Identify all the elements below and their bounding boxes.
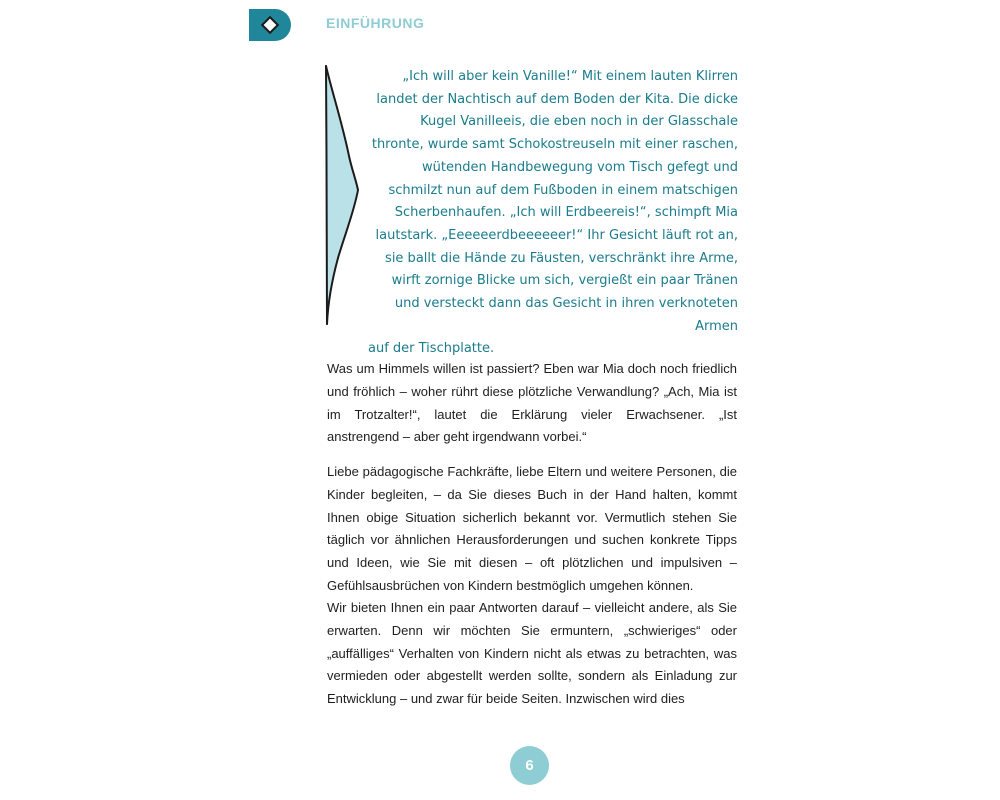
- page-number: 6: [510, 746, 549, 785]
- intro-story-text: „Ich will aber kein Vanille!“ Mit einem lauten Klirren landet der Nachtisch auf dem Boden der Kita. Die dicke Kugel Vanilleeis, die eben noch in der Glasschale thronte, wurde samt Schokostreuseln mit einer raschen, wütenden Handbewegung vom Tisch gefegt und schmilzt nun auf dem Fußboden in einem matschigen Scherbenhaufen. „Ich will Erdbeereis!“, schimpft Mia lautstark. „Eeeeeerdbeeeeeer!“ Ihr Gesicht läuft rot an, sie ballt die Hände zu Fäusten, verschränkt ihre Arme, wirft zornige Blicke um sich, vergießt ein paar Tränen und versteckt dann das Gesicht in ihren verknoteten Armen: [371, 69, 738, 334]
- body-paragraph-2: Liebe pädagogische Fachkräfte, liebe Eltern und weitere Personen, die Kinder begleiten, – da Sie dieses Buch in der Hand halten, kommt Ihnen obige Situation sicherlich bekannt vor. Vermutlich stehen Sie täglich vor ähnlichen Herausforderungen und suchen konkrete Tipps und Ideen, wie Sie mit diesen – oft plötzlichen und impulsiven – Gefühlsausbrüchen von Kindern bestmöglich umgehen können.: [327, 464, 737, 593]
- body-paragraph-3: Wir bieten Ihnen ein paar Antworten darauf – vielleicht andere, als Sie erwarten. Denn wir möchten Sie ermuntern, „schwieriges“ oder „auffälliges“ Verhalten von Kindern nicht als etwas zu betrachten, was vermieden oder abgestellt werden sollte, sondern als Einladung zur Entwicklung – und zwar für beide Seiten. Inzwischen wird dies: [327, 600, 737, 707]
- decorative-arrow-shape: [318, 62, 362, 330]
- chapter-title: EINFÜHRUNG: [326, 15, 425, 31]
- intro-story: [368, 66, 738, 361]
- intro-story-last-line: auf der Tischplatte.: [368, 341, 495, 357]
- body-paragraph-1: Was um Himmels willen ist passiert? Eben war Mia doch noch friedlich und fröhlich – woher rührt diese plötzliche Verwandlung? „Ach, Mia ist im Trotzalter!“, lautet die Erklärung vieler Erwachsener. „Ist anstrengend – aber geht irgendwann vorbei.“: [327, 361, 737, 445]
- chapter-tab: [249, 9, 291, 41]
- diamond-icon: [261, 16, 279, 34]
